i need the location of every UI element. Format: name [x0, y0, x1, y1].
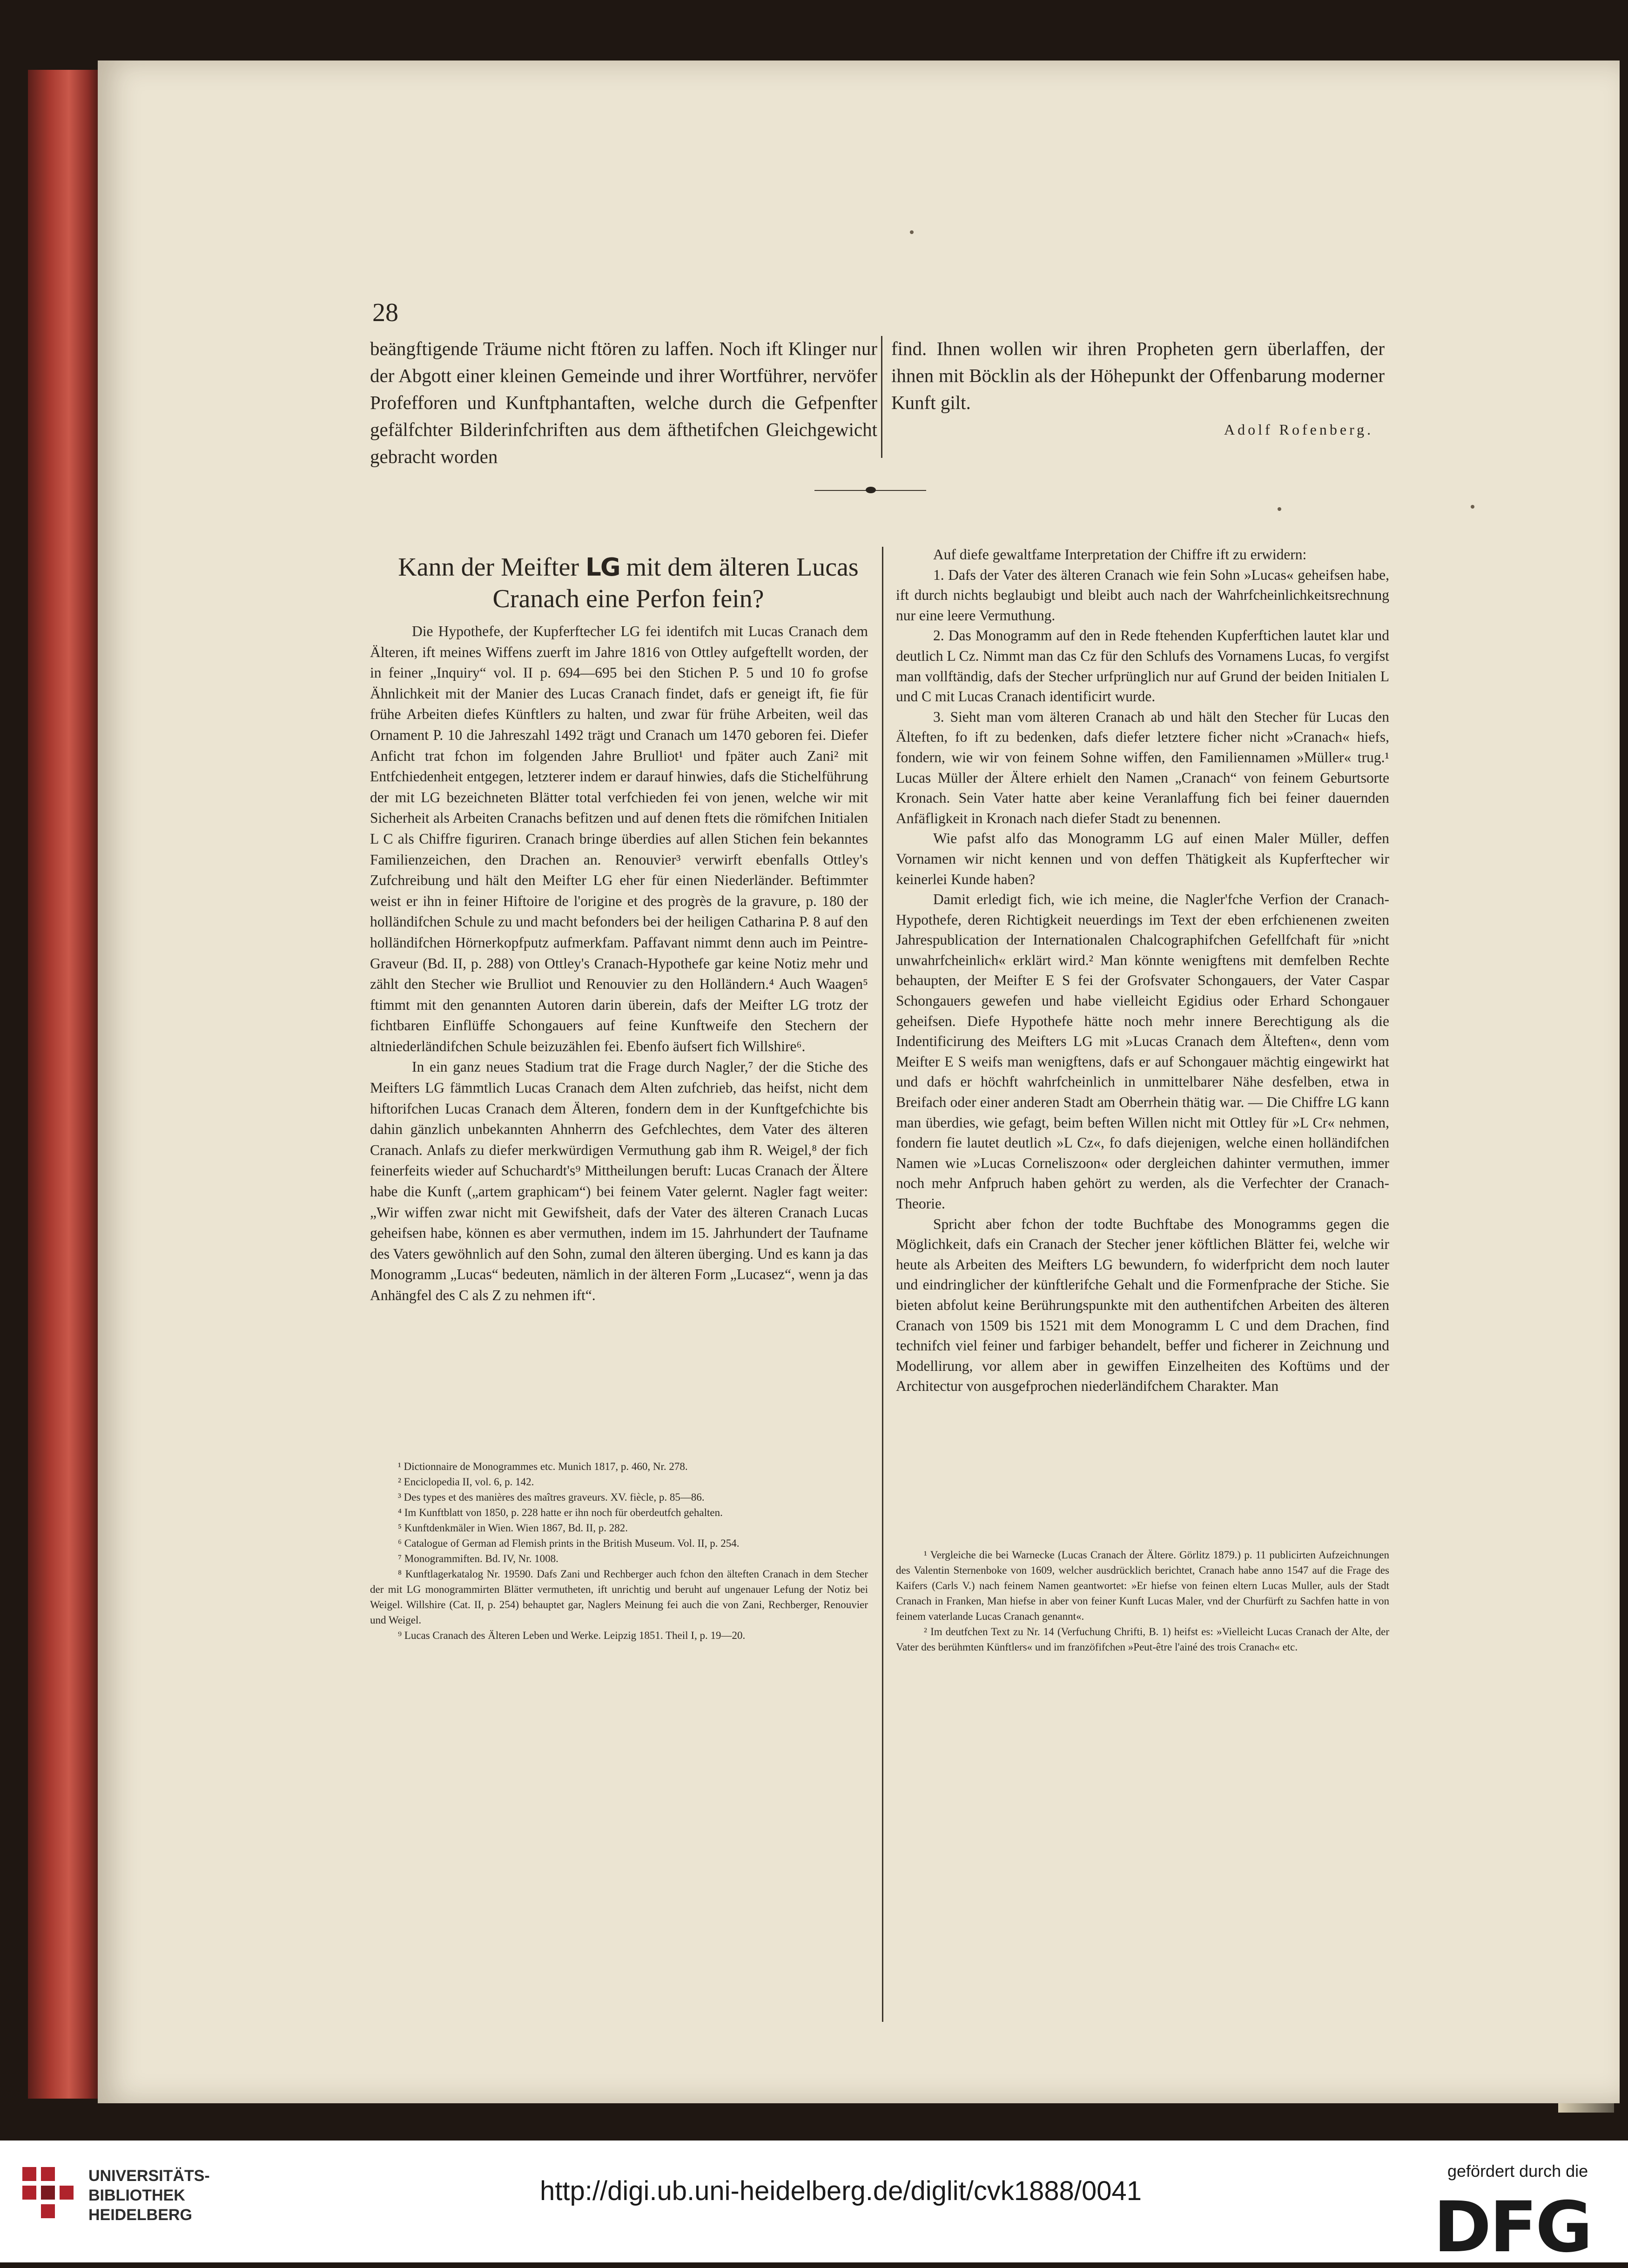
library-line: UNIVERSITÄTS- — [88, 2167, 210, 2185]
left-footnotes — [370, 1459, 868, 1643]
right-footnotes — [896, 1547, 1389, 1655]
divider-ornament — [866, 487, 876, 493]
logo-square — [60, 2186, 74, 2200]
author-signature: Adolf Rofenberg. — [1224, 421, 1374, 438]
footnote: ⁶ Catalogue of German ad Flemish prints in the British Museum. Vol. II, p. 254. — [398, 1537, 740, 1549]
title-part-a: Kann der Meifter — [398, 553, 579, 582]
footnote: ⁹ Lucas Cranach des Älteren Leben und Werke. Leipzig 1851. Theil I, p. 19—20. — [398, 1630, 746, 1641]
column-rule — [882, 547, 883, 2022]
paragraph: Auf diefe gewaltfame Interpretation der Chiffre ift zu erwidern: — [933, 546, 1307, 563]
paragraph: Die Hypothefe, der Kupferftecher LG fei identifch mit Lucas Cranach dem Älteren, ift meines Wiffens zuerft im Jahre 1816 von Ottley aufgeftellt worden, der in feiner „Inquiry“ vol. II p. 694—695 bei den Stichen P. 5 und 10 fo grofse Ähnlichkeit mit der Manier des Lucas Cranach findet, dafs er geneigt ift, fie für frühe Arbeiten diefes Künftlers zu halten, und zwar für frühe Arbeiten, weil das Ornament P. 10 die Jahreszahl 1492 trägt und Cranach um 1470 geboren fei. Diefer Anficht trat fchon im folgenden Jahre Brulliot¹ und fpäter auch Zani² mit Entfchiedenheit entgegen, letzterer indem er darauf hinwies, dafs die Stichelführung der mit LG bezeichneten Blätter total verfchieden fei von jenen, welche wir mit Sicherheit als Arbeiten Cranachs befitzen und auf denen ftets die römifchen Initialen L C als Chiffre figuriren. Cranach bringe überdies auf allen Stichen fein bekanntes Familienzeichen, den Drachen an. Renouvier³ verwirft ebenfalls Ottley's Zufchreibung und hält den Meifter LG eher für einen Niederländer. Beftimmter weist er ihn in feiner Hiftoire de l'origine et des progrès de la gravure, p. 180 der holländifchen Schule zu und macht befonders bei der heiligen Catharina P. 8 auf den holländifchen Hörnerkopfputz aufmerkfam. Paffavant nimmt denn auch im Peintre-Graveur (Bd. II, p. 288) von Ottley's Cranach-Hypothefe gar keine Notiz mehr und zählt den Stecher wie Brulliot und Renouvier zu den Holländern.⁴ Auch Waagen⁵ ftimmt mit den genannten Autoren darin überein, dafs der Meifter LG trotz der fichtbaren Einflüffe Schongauers auf feine Kunftweife den Stechern der altniederländifchen Schule beizuzählen fei. Ebenfo äufsert fich Willshire⁶. — [370, 623, 868, 1054]
funding-note: gefördert durch die — [1447, 2161, 1588, 2181]
library-line: BIBLIOTHEK — [88, 2187, 185, 2204]
permalink-url[interactable]: http://digi.ub.uni-heidelberg.de/diglit/cvk1888/0041 — [540, 2176, 1142, 2206]
footnote: ¹ Dictionnaire de Monogrammes etc. Munich 1817, p. 460, Nr. 278. — [398, 1461, 688, 1472]
paragraph: 2. Das Monogramm auf den in Rede ftehenden Kupferftichen lautet klar und deutlich L Cz. Nimmt man das Cz für den Schlufs des Vornamens Lucas, fo vergifst man vollftändig, dafs der Stecher urfprünglich nur auf Grund der beiden Initialen L und C mit Lucas Cranach identificirt wurde. — [896, 627, 1389, 705]
footnote: ⁷ Monogrammiften. Bd. IV, Nr. 1008. — [398, 1553, 558, 1564]
footnote: ³ Des types et des manières des maîtres graveurs. XV. fiècle, p. 85—86. — [398, 1491, 705, 1503]
paragraph: 3. Sieht man vom älteren Cranach ab und hält den Stecher für Lucas den Älteften, fo ift zu bedenken, dafs diefer letztere ficher nicht »Cranach« hiefs, fondern, wie wir von feinem Sohne wiffen, den Familiennamen »Müller« trug.¹ Lucas Müller der Ältere erhielt den Namen „Cranach“ von feinem Geburtsorte Kronach. Sein Vater hatte aber keine Veranlaffung fich bei feiner dauernden Anfäfligkeit in Kronach nach diefer Stadt zu benennen. — [896, 708, 1389, 826]
footnote: ² Enciclopedia II, vol. 6, p. 142. — [398, 1476, 534, 1488]
paragraph: Wie pafst alfo das Monogramm LG auf einen Maler Müller, deffen Vornamen wir nicht kennen und von deffen Thätigkeit als Kupferftecher wir keinerlei Kunde haben? — [896, 830, 1389, 887]
page-speck — [1471, 505, 1474, 509]
right-column-body — [896, 544, 1389, 1396]
dfg-logo[interactable]: DFG — [1433, 2187, 1591, 2268]
footnote: ⁵ Kunftdenkmäler in Wien. Wien 1867, Bd. II, p. 282. — [398, 1522, 628, 1534]
article-title — [370, 551, 887, 615]
logo-square — [41, 2204, 55, 2218]
page-speck — [1278, 507, 1281, 511]
paragraph: In ein ganz neues Stadium trat die Frage durch Nagler,⁷ der die Stiche des Meifters LG fämmtlich Lucas Cranach dem Alten zufchrieb, das heifst, nicht dem hiftorifchen Lucas Cranach dem Älteren, fondern dem in der Kunftgefchichte bis dahin gänzlich unbekannten Ahnherrn des Gefchlechtes, dem Vater des älteren Cranach. Anlafs zu diefer merkwürdigen Vermuthung gab ihm R. Weigel,⁸ der fich feinerfeits wieder auf Schuchardt's⁹ Mittheilungen beruft: Lucas Cranach der Ältere habe die Kunft („artem graphicam“) bei feinem Vater gelernt. Nagler fagt weiter: „Wir wiffen zwar nicht mit Gewifsheit, dafs der Vater des älteren Cranach Lucas geheifsen habe, können es aber vermuthen, indem im 15. Jahrhundert der Taufname des Vaters gewöhnlich auf den Sohn, zumal den älteren überging. Und es kann ja das Monogramm „Lucas“ bedeuten, nämlich in der älteren Form „Lucasez“, wenn ja das Anhängfel des C als Z zu nehmen ift“. — [370, 1059, 868, 1303]
logo-square — [22, 2186, 36, 2200]
section-divider — [814, 489, 926, 492]
monogram-lg: LG — [585, 553, 620, 582]
university-library-logo[interactable] — [22, 2167, 74, 2218]
title-part-b: mit dem älteren Lucas Cranach eine Perfon fein? — [492, 553, 859, 613]
library-line: HEIDELBERG — [88, 2206, 192, 2224]
column-rule-top — [881, 336, 882, 458]
footnote: ⁴ Im Kunftblatt von 1850, p. 228 hatte er ihn noch für oberdeutfch gehalten. — [398, 1507, 723, 1518]
footnote: ¹ Vergleiche die bei Warnecke (Lucas Cranach der Ältere. Görlitz 1879.) p. 11 publicirten Aufzeichnungen des Valentin Sternenboke von 1609, welcher ausdrücklich berichtet, Cranach habe anno 1547 auf die Frage des Kaifers (Carls V.) nach feinem Namen geantwortet: »Er hiefse von feinen eltern Lucas Muller, auls der Stadt Cranach in Franken, Man hiefse in aber von feiner Kunft Lucas Maler, vnd der Churfürft zu Sachfen hatte in von feinem vaterlande Lucas Cranach genannt«. — [896, 1549, 1389, 1622]
page-number: 28 — [372, 298, 398, 327]
book-edge-red — [28, 70, 102, 2099]
page-speck — [910, 230, 914, 234]
library-name — [88, 2166, 210, 2225]
logo-square — [41, 2186, 55, 2200]
footnote: ² Im deutfchen Text zu Nr. 14 (Verfuchung Chrifti, B. 1) heifst es: »Vielleicht Lucas Cranach der Alte, der Vater des berühmten Künftlers« und im franzöfifchen »Peut-être l'ainé des trois Cranach« etc. — [896, 1626, 1389, 1653]
paragraph: 1. Dafs der Vater des älteren Cranach wie fein Sohn »Lucas« geheifsen habe, ift durch nichts beglaubigt und bleibt auch nach der Wahrfcheinlichkeitsrechnung nur eine leere Vermuthung. — [896, 566, 1389, 624]
logo-square — [22, 2167, 36, 2181]
paragraph: Spricht aber fchon der todte Buchftabe des Monogramms gegen die Möglichkeit, dafs ein Cranach der Stecher jener köftlichen Blätter fei, welche wir heute als Arbeiten des Meifters LG bewundern, fo widerfpricht dem noch lauter und eindringlicher der künftlerifche Gehalt und die Formenfprache der Stiche. Sie bieten abfolut keine Berührungspunkte mit den authentifchen Arbeiten des älteren Cranach von 1509 bis 1521 mit dem Monogramm L C und dem Drachen, find technifch viel feiner und farbiger behandelt, beffer und ficherer in Zeichnung und Modellirung, vor allem aber in gewiffen Einzelheiten des Koftüms und der Architectur von ausgefprochen niederländifchem Charakter. Man — [896, 1215, 1389, 1395]
footnote: ⁸ Kunftlagerkatalog Nr. 19590. Dafs Zani und Rechberger auch fchon den älteften Cranach in dem Stecher der mit LG monogrammirten Blätter vermutheten, ift unrichtig und beruht auf ungenauer Lefung der Notiz bei Weigel. Willshire (Cat. II, p. 254) behauptet gar, Naglers Meinung fei auch die von Zani, Rechberger, Renouvier und Weigel. — [370, 1568, 868, 1626]
paragraph: Damit erledigt fich, wie ich meine, die Nagler'fche Verfion der Cranach-Hypothefe, deren Richtigkeit neuerdings im Text der eben erfchienenen zweiten Jahrespublication der Internationalen Chalcographifchen Gefellfchaft für »nicht unwahrfcheinlich« erklärt wird.² Man könnte wenigftens mit demfelben Rechte behaupten, der Meifter E S fei der Grofsvater Schongauers, der Vater Caspar Schongauers gewefen und habe vielleicht Egidius oder Erhard Schongauer geheifsen. Diefe Hypothefe hätte noch mehr innere Berechtigung als die Indentificirung des Meifters LG mit »Lucas Cranach dem Älteften«, denn vom Meifter E S weifs man wenigftens, dafs er auf Schongauer mächtig eingewirkt hat und dafs er höchft wahrfcheinlich in unmittelbarer Nähe desfelben, etwa in Breifach oder einer anderen Stadt am Oberrhein thätig war. — Die Chiffre LG kann man überdies, wie gefagt, beim beften Willen nicht mit Ottley für »L Cr« nehmen, fondern fie lautet deutlich »L Cz«, fo dafs diejenigen, welche einen holländifchen Namen wie »Lucas Corneliszoon« oder dergleichen dahinter vermuthen, immer noch mehr Anfpruch haben gehört zu werden, als die Verfechter der Cranach-Theorie. — [896, 891, 1389, 1212]
top-right-text: find. Ihnen wollen wir ihren Propheten gern überlaffen, der ihnen mit Böcklin als der Höhepunkt der Offenbarung moderner Kunft gilt. — [891, 338, 1385, 413]
logo-square — [41, 2167, 55, 2181]
left-column-body — [370, 621, 868, 1306]
top-left-text: beängftigende Träume nicht ftören zu laffen. Noch ift Klinger nur der Abgott einer kleinen Gemeinde und ihrer Wortführer, nervöfer Profefforen und Kunftphantaften, welche durch die Gefpenfter gefälfchter Bilderinfchriften aus dem äfthetifchen Gleichgewicht gebracht worden — [370, 338, 877, 467]
